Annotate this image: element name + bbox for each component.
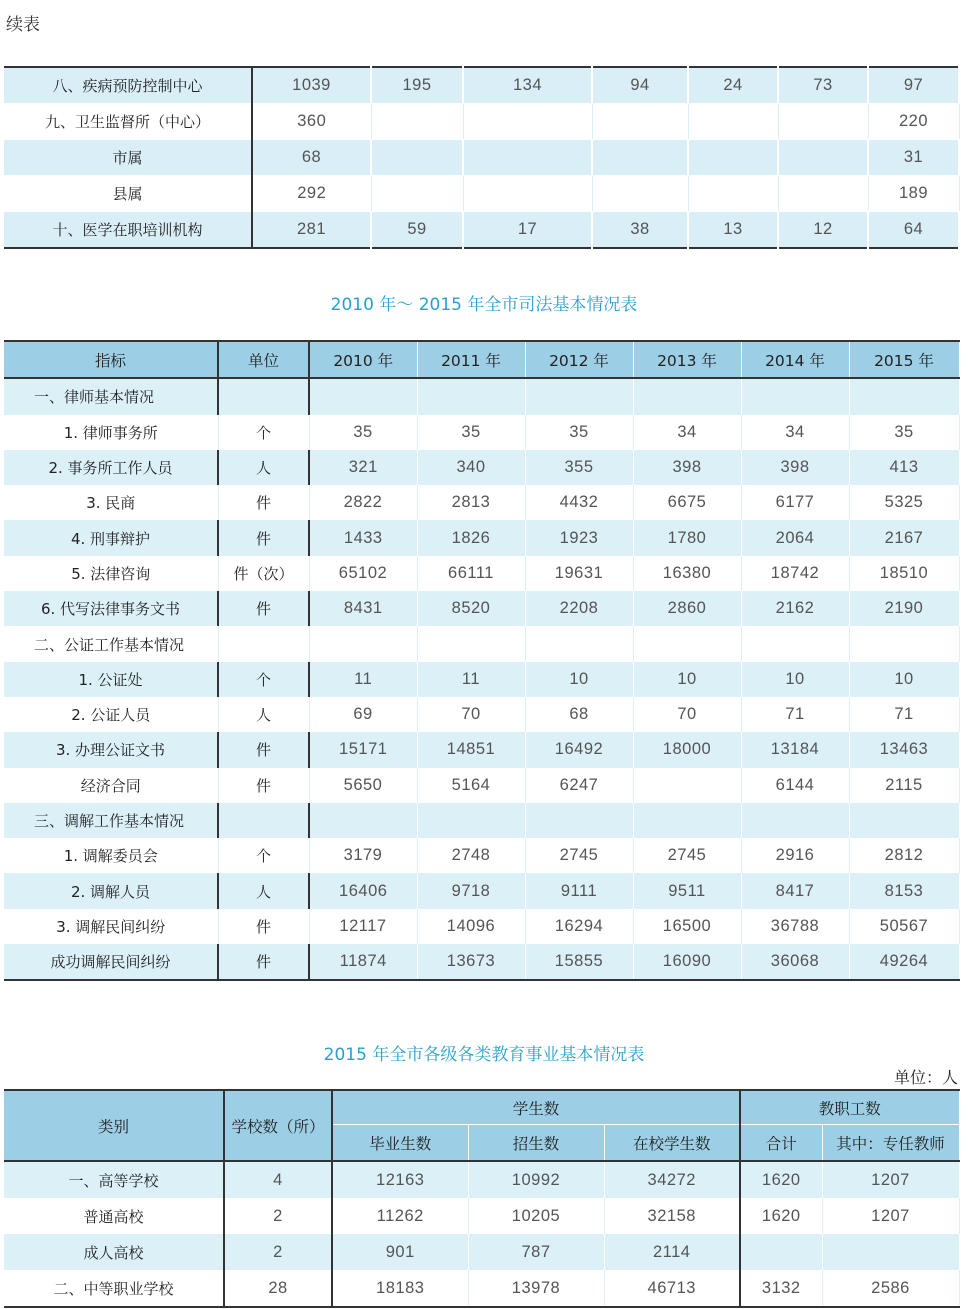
table-cell: [741, 626, 849, 661]
table-cell: 2812: [849, 838, 959, 873]
table-cell: 3132: [740, 1270, 822, 1307]
table-cell: 11874: [309, 944, 417, 980]
row-label: 4. 刑事辩护: [4, 520, 218, 555]
column-header: 2012 年: [525, 341, 633, 378]
table-cell: [463, 140, 592, 176]
table-row: [4, 768, 959, 803]
table-cell: 4432: [525, 485, 633, 520]
table-cell: [778, 176, 868, 212]
table-cell: 1826: [417, 520, 525, 555]
table-cell: 8417: [741, 873, 849, 908]
table-cell: [778, 140, 868, 176]
table-row: [4, 944, 959, 980]
table-cell: 34: [633, 415, 741, 450]
health-institutions-table: [4, 66, 960, 249]
table-cell: 1620: [740, 1198, 822, 1234]
table-cell: 2167: [849, 520, 959, 555]
table-cell: 13978: [468, 1270, 604, 1307]
unit-cell: 个: [218, 415, 309, 450]
table-row: [4, 485, 959, 520]
table-cell: [371, 104, 463, 140]
table-cell: 1207: [822, 1161, 959, 1198]
header-category: 类别: [4, 1090, 224, 1161]
table-cell: 1923: [525, 520, 633, 555]
row-label: 县属: [4, 176, 252, 212]
table-cell: 1433: [309, 520, 417, 555]
table-cell: 13: [688, 212, 778, 249]
continued-label: 续表: [6, 15, 40, 35]
table-cell: 2745: [525, 838, 633, 873]
table-cell: 321: [309, 450, 417, 485]
table-cell: [371, 176, 463, 212]
unit-cell: 件: [218, 732, 309, 767]
table-cell: 49264: [849, 944, 959, 980]
table-cell: [525, 803, 633, 838]
table-cell: [778, 104, 868, 140]
table-cell: 10992: [468, 1161, 604, 1198]
row-label: 5. 法律咨询: [4, 556, 218, 591]
table-cell: [592, 104, 688, 140]
table-cell: 5164: [417, 768, 525, 803]
row-label: 6. 代写法律事务文书: [4, 591, 218, 626]
table-cell: 15171: [309, 732, 417, 767]
table-cell: 11: [417, 662, 525, 697]
table-cell: 2: [224, 1234, 332, 1270]
table-cell: 398: [741, 450, 849, 485]
table-row: [4, 1234, 959, 1270]
table-cell: 8520: [417, 591, 525, 626]
table-row: [4, 520, 959, 555]
unit-note: 单位：人: [893, 1068, 958, 1087]
header-school-count: 学校数（所）: [224, 1090, 332, 1161]
table-cell: 6247: [525, 768, 633, 803]
table-cell: 94: [592, 67, 688, 104]
table-cell: 14096: [417, 909, 525, 944]
table-cell: 281: [252, 212, 371, 249]
row-label: 3. 调解民间纠纷: [4, 909, 218, 944]
unit-cell: 件: [218, 909, 309, 944]
table-cell: 6144: [741, 768, 849, 803]
table-cell: 12117: [309, 909, 417, 944]
table-cell: [849, 378, 959, 414]
row-label: 1. 调解委员会: [4, 838, 218, 873]
table-cell: 15855: [525, 944, 633, 980]
table-cell: 220: [868, 104, 959, 140]
table-row: [4, 556, 959, 591]
table-row: [4, 838, 959, 873]
row-label: 市属: [4, 140, 252, 176]
row-label: 一、律师基本情况: [4, 378, 218, 414]
table-cell: [633, 768, 741, 803]
unit-cell: 人: [218, 873, 309, 908]
table-cell: 2190: [849, 591, 959, 626]
unit-cell: 件: [218, 520, 309, 555]
table-cell: 18183: [332, 1270, 468, 1307]
table-cell: 6675: [633, 485, 741, 520]
table-cell: 24: [688, 67, 778, 104]
row-label: 普通高校: [4, 1198, 224, 1234]
table-row: [4, 415, 959, 450]
table-cell: 195: [371, 67, 463, 104]
table-cell: 13463: [849, 732, 959, 767]
table-cell: 398: [633, 450, 741, 485]
table-cell: 134: [463, 67, 592, 104]
table-cell: 50567: [849, 909, 959, 944]
unit-cell: 人: [218, 450, 309, 485]
table-row: [4, 873, 959, 908]
table-cell: 59: [371, 212, 463, 249]
table-cell: 2813: [417, 485, 525, 520]
table-cell: [592, 140, 688, 176]
table-cell: 2064: [741, 520, 849, 555]
table-row: [4, 697, 959, 732]
table-row: [4, 662, 959, 697]
education-statistics-table: [4, 1089, 960, 1308]
table-cell: 4: [224, 1161, 332, 1198]
table-cell: [525, 626, 633, 661]
table-cell: 360: [252, 104, 371, 140]
table-cell: [688, 176, 778, 212]
table-cell: [849, 803, 959, 838]
table-cell: 70: [633, 697, 741, 732]
table-cell: [822, 1234, 959, 1270]
unit-cell: [218, 378, 309, 414]
table-cell: 13184: [741, 732, 849, 767]
table-cell: 35: [525, 415, 633, 450]
table-cell: 36788: [741, 909, 849, 944]
table-cell: 1039: [252, 67, 371, 104]
table-cell: 71: [849, 697, 959, 732]
row-label: 成人高校: [4, 1234, 224, 1270]
unit-cell: 件（次）: [218, 556, 309, 591]
table-cell: [741, 378, 849, 414]
table-row: [4, 450, 959, 485]
table-cell: [688, 140, 778, 176]
table-row: [4, 212, 959, 249]
unit-cell: [218, 803, 309, 838]
table-cell: 19631: [525, 556, 633, 591]
table-cell: 2162: [741, 591, 849, 626]
row-label: 成功调解民间纠纷: [4, 944, 218, 980]
table-cell: 13673: [417, 944, 525, 980]
table-row: [4, 732, 959, 767]
table-cell: 18510: [849, 556, 959, 591]
table-cell: 18742: [741, 556, 849, 591]
table-cell: 901: [332, 1234, 468, 1270]
row-label: 1. 律师事务所: [4, 415, 218, 450]
table-cell: 16492: [525, 732, 633, 767]
table-cell: 69: [309, 697, 417, 732]
column-header: 2011 年: [417, 341, 525, 378]
row-label: 2. 公证人员: [4, 697, 218, 732]
column-header: 2015 年: [849, 341, 959, 378]
table-cell: 9511: [633, 873, 741, 908]
table-cell: [592, 176, 688, 212]
table-cell: 1780: [633, 520, 741, 555]
table-cell: 11262: [332, 1198, 468, 1234]
table-row: [4, 1270, 959, 1307]
table-cell: [633, 626, 741, 661]
table-cell: 36068: [741, 944, 849, 980]
table-cell: 12: [778, 212, 868, 249]
table-cell: [309, 378, 417, 414]
column-header: 单位: [218, 341, 309, 378]
table-cell: 35: [309, 415, 417, 450]
row-label: 二、公证工作基本情况: [4, 626, 218, 661]
table-cell: [417, 626, 525, 661]
table-cell: 34272: [604, 1161, 740, 1198]
table-cell: 38: [592, 212, 688, 249]
table-row: [4, 378, 959, 414]
table-cell: 8431: [309, 591, 417, 626]
table-cell: 2114: [604, 1234, 740, 1270]
table-cell: 65102: [309, 556, 417, 591]
unit-cell: 件: [218, 768, 309, 803]
table-cell: 9111: [525, 873, 633, 908]
judicial-statistics-table: [4, 340, 960, 981]
education-table-caption: 2015 年全市各级各类教育事业基本情况表: [323, 1045, 645, 1065]
row-label: 经济合同: [4, 768, 218, 803]
row-label: 3. 办理公证文书: [4, 732, 218, 767]
table-cell: 2822: [309, 485, 417, 520]
column-header: 2013 年: [633, 341, 741, 378]
table-cell: 70: [417, 697, 525, 732]
table-cell: [371, 140, 463, 176]
table-cell: 28: [224, 1270, 332, 1307]
table-cell: 1620: [740, 1161, 822, 1198]
row-label: 1. 公证处: [4, 662, 218, 697]
table-cell: 16500: [633, 909, 741, 944]
table-row: [4, 1198, 959, 1234]
table-cell: 6177: [741, 485, 849, 520]
header-staff-total: 合计: [740, 1125, 822, 1162]
row-label: 三、调解工作基本情况: [4, 803, 218, 838]
table-row: [4, 626, 959, 661]
unit-cell: 个: [218, 838, 309, 873]
table-cell: [740, 1234, 822, 1270]
unit-cell: 件: [218, 485, 309, 520]
row-label: 2. 调解人员: [4, 873, 218, 908]
table-cell: [309, 626, 417, 661]
table-row: [4, 1161, 959, 1198]
table-cell: 5650: [309, 768, 417, 803]
table-cell: 787: [468, 1234, 604, 1270]
table-cell: 12163: [332, 1161, 468, 1198]
header-fulltime-teachers: 其中：专任教师: [822, 1125, 959, 1162]
table-cell: [525, 378, 633, 414]
table-cell: 68: [252, 140, 371, 176]
unit-cell: 件: [218, 944, 309, 980]
table-cell: 34: [741, 415, 849, 450]
unit-cell: 人: [218, 697, 309, 732]
unit-cell: 件: [218, 591, 309, 626]
row-label: 二、中等职业学校: [4, 1270, 224, 1307]
table-cell: [849, 626, 959, 661]
table-cell: [633, 378, 741, 414]
row-label: 3. 民商: [4, 485, 218, 520]
table-cell: [741, 803, 849, 838]
table-cell: 1207: [822, 1198, 959, 1234]
table-cell: 16294: [525, 909, 633, 944]
table-cell: 10: [741, 662, 849, 697]
table-cell: 10205: [468, 1198, 604, 1234]
table-row: [4, 67, 959, 104]
table-cell: 10: [849, 662, 959, 697]
table-cell: 9718: [417, 873, 525, 908]
table-cell: 2860: [633, 591, 741, 626]
table-cell: 2115: [849, 768, 959, 803]
row-label: 九、卫生监督所（中心）: [4, 104, 252, 140]
table-cell: 2745: [633, 838, 741, 873]
table-cell: 3179: [309, 838, 417, 873]
column-header: 指标: [4, 341, 218, 378]
table-cell: 46713: [604, 1270, 740, 1307]
unit-cell: [218, 626, 309, 661]
table-cell: 11: [309, 662, 417, 697]
header-staff: 教职工数: [740, 1090, 959, 1125]
table-cell: 2748: [417, 838, 525, 873]
table-cell: 14851: [417, 732, 525, 767]
table-cell: 64: [868, 212, 959, 249]
row-label: 八、疾病预防控制中心: [4, 67, 252, 104]
table-cell: 31: [868, 140, 959, 176]
table-cell: 10: [633, 662, 741, 697]
row-label: 2. 事务所工作人员: [4, 450, 218, 485]
judicial-table-caption: 2010 年～ 2015 年全市司法基本情况表: [330, 295, 638, 315]
table-row: [4, 140, 959, 176]
table-cell: 5325: [849, 485, 959, 520]
header-students: 学生数: [332, 1090, 740, 1125]
table-cell: 292: [252, 176, 371, 212]
table-cell: 2: [224, 1198, 332, 1234]
header-graduates: 毕业生数: [332, 1125, 468, 1162]
table-cell: 32158: [604, 1198, 740, 1234]
table-cell: 16380: [633, 556, 741, 591]
table-row: [4, 591, 959, 626]
table-row: [4, 176, 959, 212]
table-cell: [633, 803, 741, 838]
row-label: 一、高等学校: [4, 1161, 224, 1198]
table-cell: 189: [868, 176, 959, 212]
column-header: 2010 年: [309, 341, 417, 378]
table-cell: 8153: [849, 873, 959, 908]
table-cell: 16090: [633, 944, 741, 980]
table-cell: 340: [417, 450, 525, 485]
table-cell: 18000: [633, 732, 741, 767]
table-cell: 71: [741, 697, 849, 732]
table-cell: [309, 803, 417, 838]
table-cell: 2586: [822, 1270, 959, 1307]
table-cell: [417, 378, 525, 414]
column-header: 2014 年: [741, 341, 849, 378]
table-cell: [463, 104, 592, 140]
table-cell: [417, 803, 525, 838]
table-cell: 66111: [417, 556, 525, 591]
table-cell: 2916: [741, 838, 849, 873]
table-cell: 17: [463, 212, 592, 249]
unit-cell: 个: [218, 662, 309, 697]
table-cell: 10: [525, 662, 633, 697]
table-cell: 68: [525, 697, 633, 732]
table-cell: 35: [849, 415, 959, 450]
table-cell: [463, 176, 592, 212]
table-cell: 413: [849, 450, 959, 485]
table-cell: 2208: [525, 591, 633, 626]
row-label: 十、医学在职培训机构: [4, 212, 252, 249]
table-cell: 355: [525, 450, 633, 485]
table-cell: 97: [868, 67, 959, 104]
table-row: [4, 909, 959, 944]
table-row: [4, 104, 959, 140]
table-cell: [688, 104, 778, 140]
table-cell: 35: [417, 415, 525, 450]
table-cell: 16406: [309, 873, 417, 908]
table-cell: 73: [778, 67, 868, 104]
header-in-school: 在校学生数: [604, 1125, 740, 1162]
header-enrolled: 招生数: [468, 1125, 604, 1162]
table-row: [4, 803, 959, 838]
